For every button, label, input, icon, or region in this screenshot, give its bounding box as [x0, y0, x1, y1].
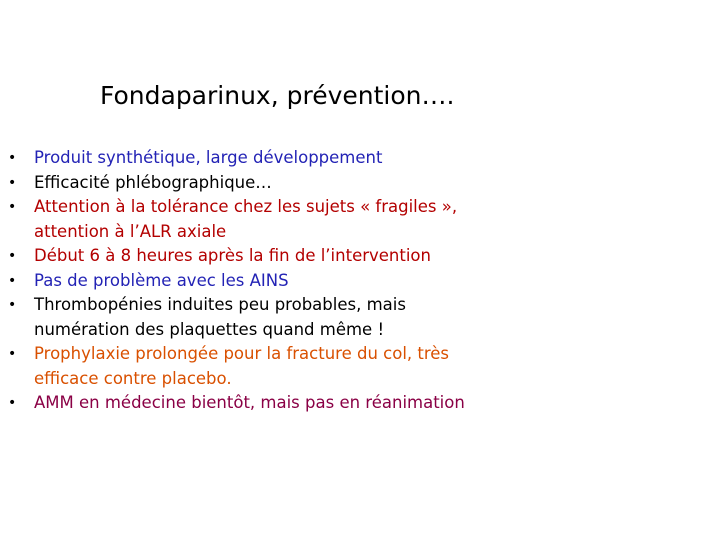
bullet-dot-icon: •	[8, 150, 17, 166]
bullet-text: AMM en médecine bientôt, mais pas en réanimation	[34, 393, 465, 412]
bullet-text: Pas de problème avec les AINS	[34, 270, 289, 290]
bullet-item	[8, 293, 708, 342]
bullet-list	[8, 146, 708, 416]
bullet-dot-icon: •	[8, 297, 17, 313]
bullet-item	[8, 269, 708, 294]
bullet-item	[8, 171, 708, 196]
bullet-dot-icon: •	[8, 395, 17, 411]
bullet-text: Efficacité phlébographique…	[34, 172, 272, 192]
bullet-dot-icon: •	[8, 346, 17, 362]
bullet-text: Produit synthétique, large développement	[34, 148, 383, 167]
bullet-dot-icon: •	[8, 272, 17, 289]
bullet-text: Thrombopénies induites peu probables, mais numération des plaquettes quand même !	[34, 295, 406, 339]
bullet-item	[8, 391, 708, 416]
bullet-item	[8, 146, 708, 171]
bullet-dot-icon: •	[8, 199, 17, 215]
bullet-item	[8, 342, 708, 391]
bullet-text: Prophylaxie prolongée pour la fracture du col, très efficace contre placebo.	[34, 344, 450, 388]
bullet-item	[8, 195, 708, 244]
slide-title: Fondaparinux, prévention….	[100, 81, 455, 110]
bullet-dot-icon: •	[8, 174, 17, 191]
bullet-dot-icon: •	[8, 248, 17, 264]
bullet-item	[8, 244, 708, 269]
bullet-text: Attention à la tolérance chez les sujets « fragiles », attention à l’ALR axiale	[34, 197, 458, 241]
bullet-text: Début 6 à 8 heures après la fin de l’intervention	[34, 246, 431, 265]
